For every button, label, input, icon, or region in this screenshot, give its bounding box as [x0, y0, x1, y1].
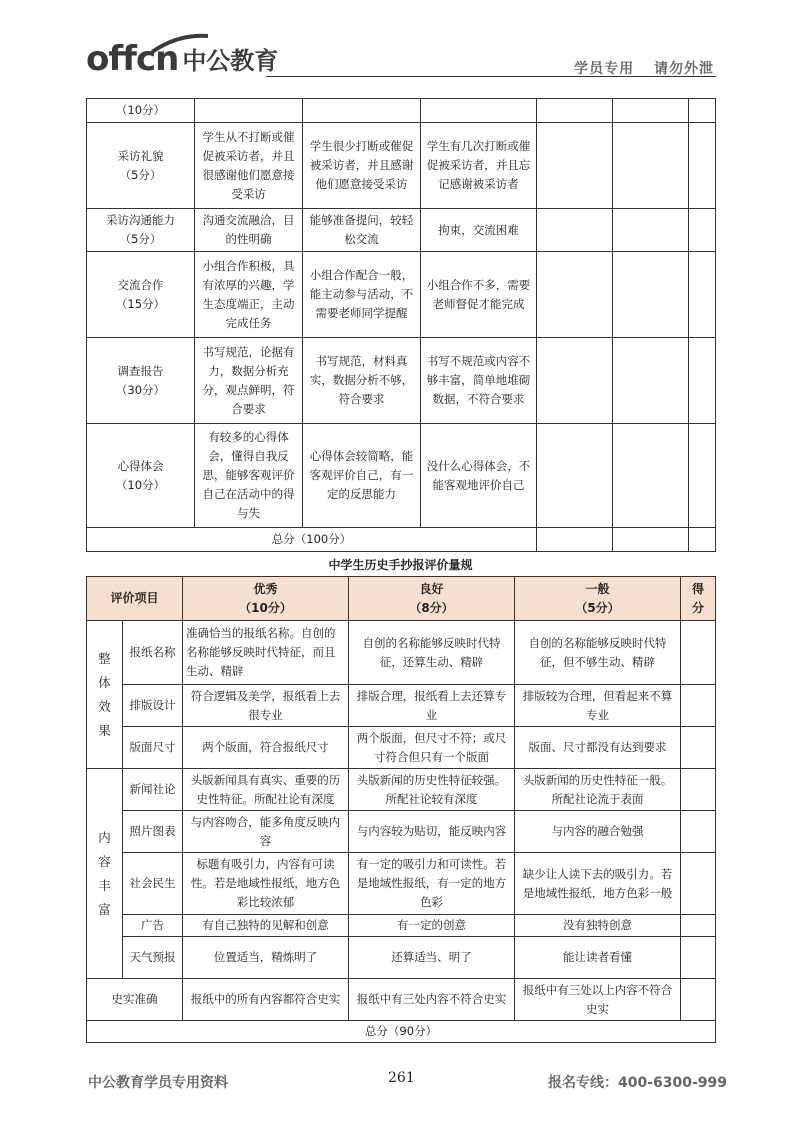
rubric-low: 与内容的融合勉强	[515, 811, 681, 853]
score-cell	[681, 769, 716, 811]
score-cell	[681, 621, 716, 685]
rubric-mid: 心得体会较简略，能客观评价自己，有一定的反思能力	[303, 424, 421, 528]
rubric-mid	[303, 99, 421, 123]
rubric-good: 与内容吻合，能多角度反映内容	[183, 811, 349, 853]
table-header-row	[87, 577, 716, 621]
score-cell	[689, 252, 716, 338]
header-mid: 良好 （8分）	[349, 577, 515, 621]
rubric-low: 头版新闻的历史性特征一般。所配社论流于表面	[515, 769, 681, 811]
score-cell	[681, 685, 716, 727]
score-cell	[613, 99, 689, 123]
table-row	[87, 811, 716, 853]
footer-hotline: 报名专线：400-6300-999	[548, 1075, 728, 1091]
rubric-low: 缺少让人读下去的吸引力。若是地域性报纸，地方色彩一般	[515, 853, 681, 915]
group-overall-effect	[87, 621, 123, 769]
table-row	[87, 937, 716, 979]
sub-item: 广告	[123, 915, 183, 937]
offcn-logo	[86, 36, 279, 79]
logo-swoosh-icon	[150, 32, 210, 54]
rubric-mid: 排版合理，报纸看上去还算专业	[349, 685, 515, 727]
rubric-good: 学生从不打断或催促被采访者，并且很感谢他们愿意接受采访	[195, 123, 303, 209]
rubric-mid: 两个版面，但尺寸不符；或尺寸符合但只有一个版面	[349, 727, 515, 769]
score-cell	[689, 99, 716, 123]
score-cell	[681, 915, 716, 937]
sub-item: 新闻社论	[123, 769, 183, 811]
score-cell	[681, 853, 716, 915]
score-cell	[537, 528, 613, 552]
rubric-mid: 能够准备提问，较轻松交流	[303, 209, 421, 252]
table2-title: 中学生历史手抄报评价量规	[328, 558, 473, 572]
header-good: 优秀 （10分）	[183, 577, 349, 621]
rubric-low: 没什么心得体会，不能客观地评价自己	[421, 424, 537, 528]
rubric-item: 交流合作 （15分）	[87, 252, 195, 338]
rubric-low: 书写不规范或内容不够丰富，简单地堆砌数据，不符合要求	[421, 338, 537, 424]
rubric-mid: 学生很少打断或催促被采访者，并且感谢他们愿意接受采访	[303, 123, 421, 209]
header-tag-confidential: 请勿外泄	[654, 61, 714, 77]
logo-chinese: 中公教育	[182, 47, 279, 75]
table-row	[87, 252, 716, 338]
table-row	[87, 123, 716, 209]
score-cell	[613, 528, 689, 552]
group-rich-content	[87, 769, 123, 979]
rubric-low: 能让读者看懂	[515, 937, 681, 979]
rubric-good: 沟通交流融洽，目的性明确	[195, 209, 303, 252]
rubric-item: 采访沟通能力 （5分）	[87, 209, 195, 252]
score-cell	[689, 424, 716, 528]
table-row	[87, 685, 716, 727]
score-cell	[537, 252, 613, 338]
score-cell	[681, 727, 716, 769]
rubric-good: 报纸中的所有内容都符合史实	[183, 979, 349, 1021]
table-row	[87, 621, 716, 685]
rubric-good: 两个版面，符合报纸尺寸	[183, 727, 349, 769]
header-low: 一般 （5分）	[515, 577, 681, 621]
rubric-mid: 头版新闻的历史性特征较强。所配社论较有深度	[349, 769, 515, 811]
rubric-good: 准确恰当的报纸名称。自创的名称能够反映时代特征，而且生动、精辟	[183, 621, 349, 685]
rubric-low	[421, 99, 537, 123]
table-row	[87, 338, 716, 424]
total-score-label: 总分（100分）	[87, 528, 537, 552]
rubric-mid: 小组合作配合一般，能主动参与活动，不需要老师同学提醒	[303, 252, 421, 338]
sub-item: 社会民生	[123, 853, 183, 915]
score-cell	[537, 99, 613, 123]
rubric-good: 位置适当，精炼明了	[183, 937, 349, 979]
rubric-item: （10分）	[87, 99, 195, 123]
page-header	[86, 36, 716, 80]
score-cell	[613, 252, 689, 338]
group-label: 内容丰富	[98, 829, 111, 917]
rubric-good: 有较多的心得体会，懂得自我反思，能够客观评价自己在活动中的得与失	[195, 424, 303, 528]
sub-item: 排版设计	[123, 685, 183, 727]
sub-item: 报纸名称	[123, 621, 183, 685]
logo-english: offcn	[86, 39, 179, 79]
rubric-low: 学生有几次打断或催促被采访者，并且忘记感谢被采访者	[421, 123, 537, 209]
rubric-mid: 自创的名称能够反映时代特征，还算生动、精辟	[349, 621, 515, 685]
score-cell	[689, 338, 716, 424]
table-row	[87, 915, 716, 937]
header-tag-students-only: 学员专用	[574, 61, 635, 77]
rubric-good: 小组合作积极，具有浓厚的兴趣，学生态度端正，主动完成任务	[195, 252, 303, 338]
rubric-low: 小组合作不多，需要老师督促才能完成	[421, 252, 537, 338]
table-row	[87, 853, 716, 915]
score-cell	[681, 937, 716, 979]
header-tags	[560, 58, 714, 78]
rubric-mid: 书写规范，材料真实，数据分析不够，符合要求	[303, 338, 421, 424]
table-row	[87, 209, 716, 252]
table-row	[87, 99, 716, 123]
rubric-low: 排版较为合理，但看起来不算专业	[515, 685, 681, 727]
score-cell	[613, 123, 689, 209]
rubric-mid: 有一定的吸引力和可读性。若是地域性报纸，有一定的地方色彩	[349, 853, 515, 915]
rubric-mid: 还算适当、明了	[349, 937, 515, 979]
header-item: 评价项目	[87, 577, 183, 621]
sub-item: 天气预报	[123, 937, 183, 979]
rubric-item: 采访礼貌 （5分）	[87, 123, 195, 209]
table-row	[87, 424, 716, 528]
rubric-item: 心得体会 （10分）	[87, 424, 195, 528]
table-row	[87, 1021, 716, 1043]
header-score: 得 分	[681, 577, 716, 621]
sub-item: 版面尺寸	[123, 727, 183, 769]
score-cell	[681, 811, 716, 853]
rubric-good: 头版新闻具有真实、重要的历史性特征。所配社论有深度	[183, 769, 349, 811]
rubric-low: 没有独特创意	[515, 915, 681, 937]
score-cell	[689, 528, 716, 552]
rubric-good: 有自己独特的见解和创意	[183, 915, 349, 937]
accuracy-label: 史实准确	[87, 979, 183, 1021]
score-cell	[537, 424, 613, 528]
rubric-item: 调查报告 （30分）	[87, 338, 195, 424]
score-cell	[537, 209, 613, 252]
rubric-good: 标题有吸引力，内容有可读性。若是地域性报纸，地方色彩比较浓郁	[183, 853, 349, 915]
score-cell	[537, 338, 613, 424]
rubric-low: 版面、尺寸都没有达到要求	[515, 727, 681, 769]
total-score-label: 总分（90分）	[87, 1021, 716, 1043]
rubric-low: 自创的名称能够反映时代特征，但不够生动、精辟	[515, 621, 681, 685]
group-label: 整体效果	[98, 650, 111, 738]
table-row	[87, 769, 716, 811]
score-cell	[613, 338, 689, 424]
page-number: 261	[388, 1070, 415, 1086]
rubric-mid: 报纸中有三处内容不符合史实	[349, 979, 515, 1021]
score-cell	[613, 424, 689, 528]
newspaper-rubric-table	[86, 576, 716, 1043]
table-row	[87, 727, 716, 769]
sub-item: 照片图表	[123, 811, 183, 853]
rubric-good	[195, 99, 303, 123]
score-cell	[689, 209, 716, 252]
rubric-low: 报纸中有三处以上内容不符合史实	[515, 979, 681, 1021]
footer-left-text: 中公教育学员专用资料	[88, 1075, 228, 1091]
table-row	[87, 528, 716, 552]
score-cell	[689, 123, 716, 209]
score-cell	[613, 209, 689, 252]
table-row	[87, 979, 716, 1021]
rubric-good: 书写规范，论据有力，数据分析充分，观点鲜明，符合要求	[195, 338, 303, 424]
rubric-mid: 与内容较为贴切，能反映内容	[349, 811, 515, 853]
rubric-good: 符合逻辑及美学，报纸看上去很专业	[183, 685, 349, 727]
score-cell	[537, 123, 613, 209]
rubric-mid: 有一定的创意	[349, 915, 515, 937]
interview-rubric-table	[86, 98, 716, 552]
score-cell	[681, 979, 716, 1021]
rubric-low: 拘束，交流困难	[421, 209, 537, 252]
